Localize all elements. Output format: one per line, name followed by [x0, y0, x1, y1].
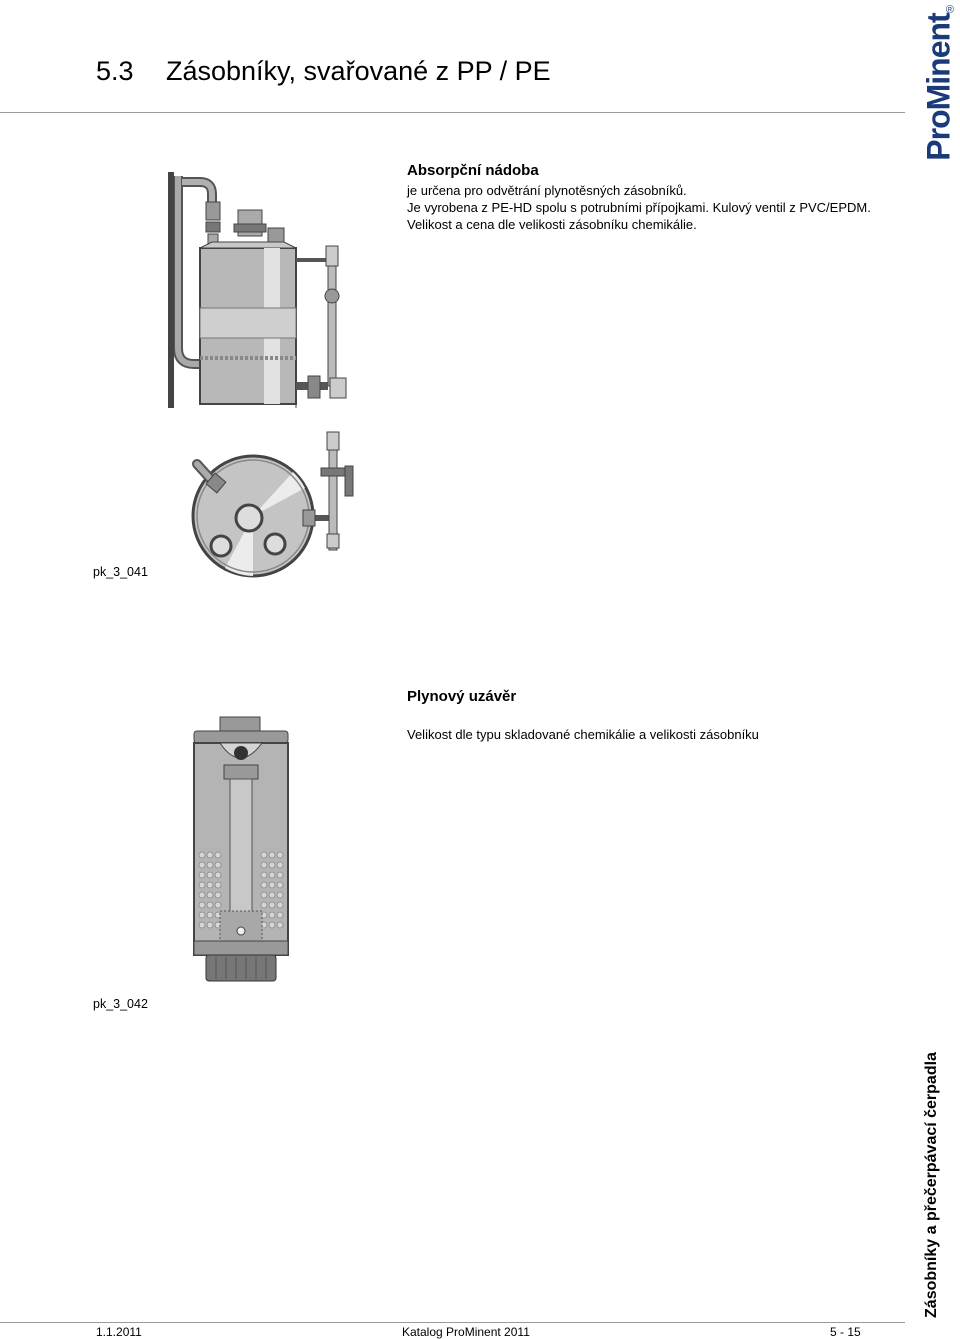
brand-name: ProMinent: [920, 13, 957, 161]
absorber-description: [407, 182, 912, 233]
absorber-figure-caption: pk_3_041: [93, 565, 148, 579]
side-chapter-tab: [918, 1046, 946, 1324]
gas-seal-description: Velikost dle typu skladované chemikálie a velikosti zásobníku: [407, 727, 759, 742]
footer-page-number: 5 - 15: [830, 1325, 861, 1339]
footer-catalog: Katalog ProMinent 2011: [402, 1325, 530, 1339]
footer-rule: [0, 1322, 905, 1323]
footer-date: 1.1.2011: [96, 1325, 142, 1339]
gas-seal-figure-caption: pk_3_042: [93, 997, 148, 1011]
gas-seal-illustration: [190, 715, 292, 983]
absorber-top-illustration: [185, 428, 365, 578]
absorber-line: je určena pro odvětrání plynotěsných zásobníků.: [407, 183, 687, 198]
absorber-title: Absorpční nádoba: [407, 162, 539, 179]
brand-registered-mark: ®: [945, 4, 954, 16]
absorber-side-illustration: [160, 168, 360, 410]
side-chapter-label: Zásobníky a přečerpávací čerpadla: [923, 1052, 940, 1318]
absorber-line: Velikost a cena dle velikosti zásobníku chemikálie.: [407, 217, 697, 232]
page-title: [96, 56, 551, 87]
section-title: Zásobníky, svařované z PP / PE: [166, 56, 551, 86]
header-rule: [0, 112, 905, 113]
gas-seal-title: Plynový uzávěr: [407, 688, 517, 705]
brand-logo: [922, 4, 956, 170]
absorber-line: Je vyrobena z PE-HD spolu s potrubními přípojkami. Kulový ventil z PVC/EPDM.: [407, 200, 871, 215]
section-number: 5.3: [96, 56, 134, 86]
